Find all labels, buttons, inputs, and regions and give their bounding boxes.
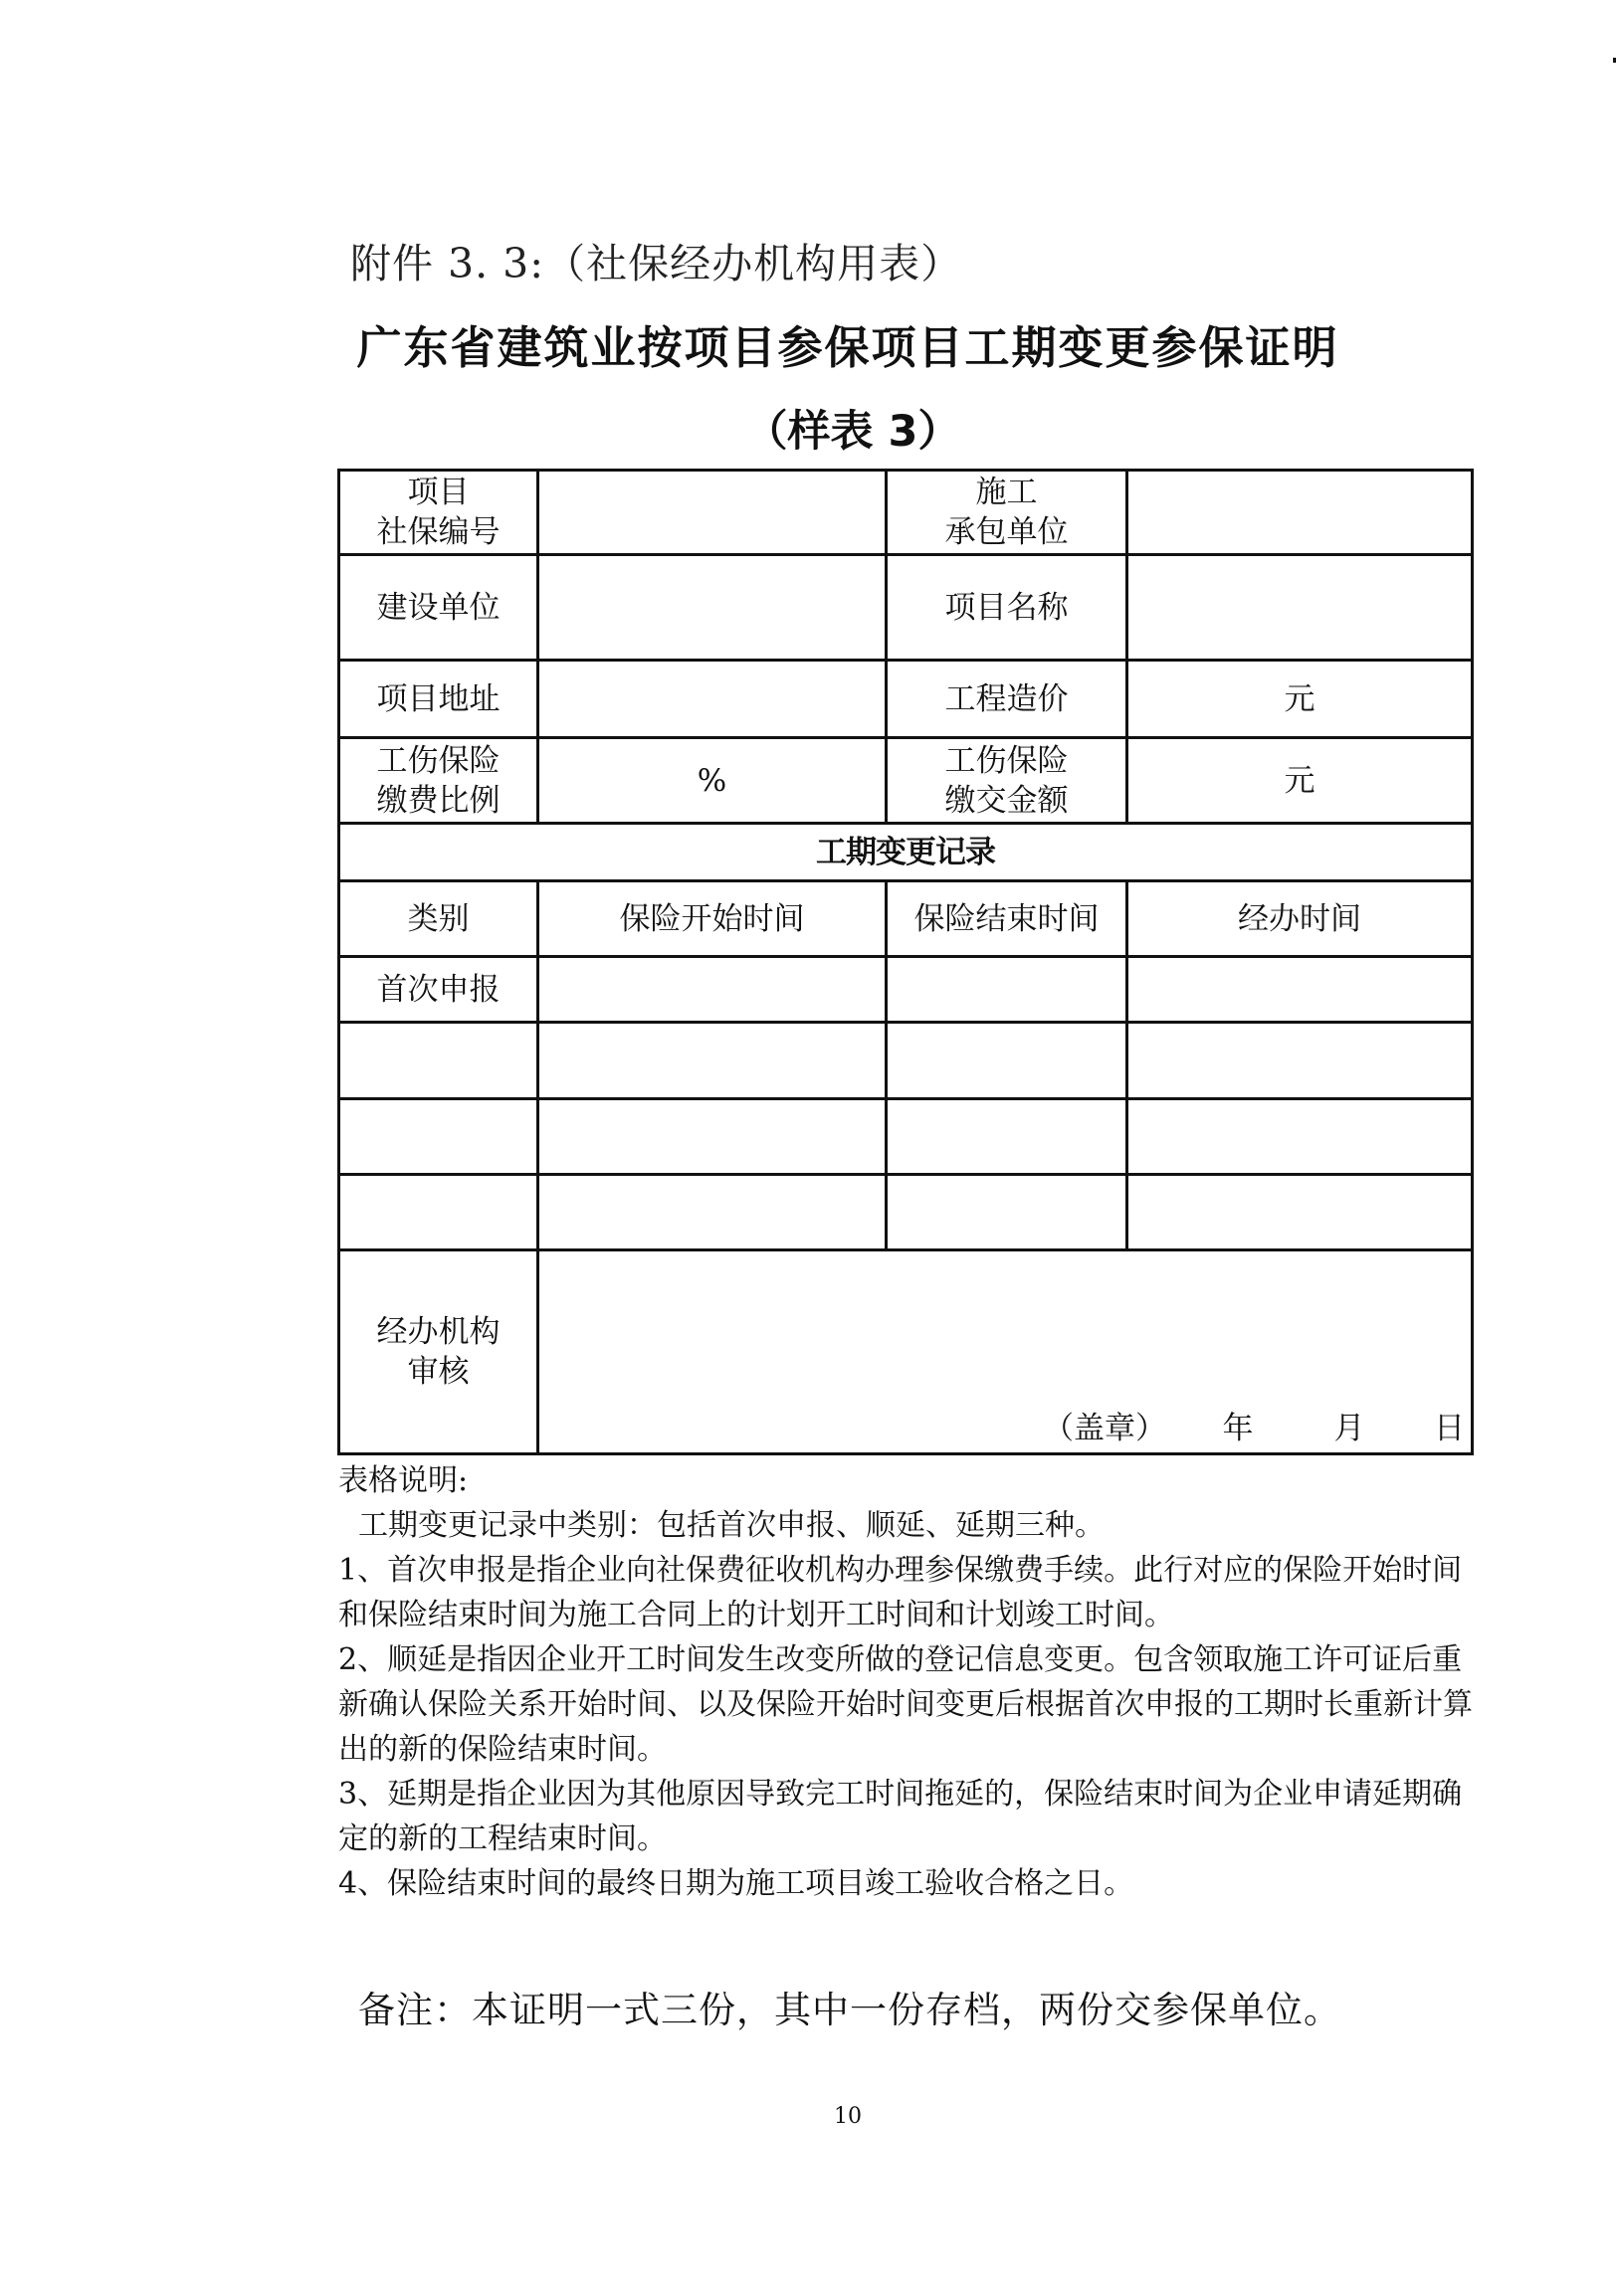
notes-line: 工期变更记录中类别：包括首次申报、顺延、延期三种。 [358,1508,1105,1543]
label-project-address: 项目地址 [339,661,538,738]
cell-insurance-start[interactable] [538,1099,887,1175]
cell-insurance-end[interactable] [887,1099,1127,1175]
cell-category[interactable] [339,1099,538,1175]
cell-handling-time[interactable] [1127,1099,1473,1175]
label-project-name: 项目名称 [887,555,1127,661]
info-row [339,555,1473,661]
info-row [339,738,1473,824]
label-construction-unit: 建设单位 [339,555,538,661]
field-project-address[interactable] [538,661,887,738]
document-title: 广东省建筑业按项目参保项目工期变更参保证明 [356,321,1339,374]
cell-category[interactable] [339,1175,538,1250]
certificate-form-table [337,469,1474,1455]
table-row [339,957,1473,1023]
document-subtitle: （样表 3） [744,407,961,457]
table-row [339,1099,1473,1175]
notes-line: 4、保险结束时间的最终日期为施工项目竣工验收合格之日。 [338,1866,1134,1901]
cell-category[interactable] [339,1023,538,1099]
change-record-header-row [339,881,1473,957]
year-label: 年 [1222,1411,1254,1446]
cell-handling-time[interactable] [1127,1023,1473,1099]
label-project-ss-number: 项目 社保编号 [339,471,538,555]
header-insurance-end: 保险结束时间 [887,881,1127,957]
header-handling-time: 经办时间 [1127,881,1473,957]
remark-note: 备注：本证明一式三份，其中一份存档，两份交参保单位。 [358,1989,1341,2031]
field-agency-review[interactable] [538,1250,1473,1454]
field-injury-insurance-rate[interactable]: % [538,738,887,824]
cell-insurance-start[interactable] [538,1023,887,1099]
cell-category[interactable]: 首次申报 [339,957,538,1023]
field-project-cost[interactable]: 元 [1127,661,1473,738]
cell-insurance-start[interactable] [538,957,887,1023]
notes-heading: 表格说明: [338,1463,469,1498]
stamp-label: （盖章） [1043,1411,1166,1446]
field-project-ss-number[interactable] [538,471,887,555]
header-category: 类别 [339,881,538,957]
page-number: 10 [834,2104,862,2129]
review-row [339,1250,1473,1454]
cell-insurance-end[interactable] [887,1023,1127,1099]
field-project-name[interactable] [1127,555,1473,661]
stamp-date-line [1043,1409,1465,1448]
day-label: 日 [1434,1411,1465,1446]
field-contractor[interactable] [1127,471,1473,555]
label-project-cost: 工程造价 [887,661,1127,738]
header-insurance-start: 保险开始时间 [538,881,887,957]
field-injury-insurance-amount[interactable]: 元 [1127,738,1473,824]
form-notes [338,1458,1473,1906]
cell-insurance-start[interactable] [538,1175,887,1250]
label-contractor: 施工 承包单位 [887,471,1127,555]
field-construction-unit[interactable] [538,555,887,661]
cell-handling-time[interactable] [1127,1175,1473,1250]
section-title-row [339,824,1473,881]
info-row [339,661,1473,738]
table-row [339,1023,1473,1099]
cell-insurance-end[interactable] [887,1175,1127,1250]
notes-line: 1、首次申报是指企业向社保费征收机构办理参保缴费手续。此行对应的保险开始时间和保险结束时间为施工合同上的计划开工时间和计划竣工时间。 [338,1553,1463,1632]
table-row [339,1175,1473,1250]
info-row [339,471,1473,555]
section-title-change-record: 工期变更记录 [339,824,1473,881]
notes-line: 3、延期是指企业因为其他原因导致完工时间拖延的，保险结束时间为企业申请延期确定的新的工程结束时间。 [338,1777,1463,1856]
cell-handling-time[interactable] [1127,957,1473,1023]
label-injury-insurance-amount: 工伤保险 缴交金额 [887,738,1127,824]
attachment-label: 附件 3. 3:（社保经办机构用表） [350,240,963,287]
label-injury-insurance-rate: 工伤保险 缴费比例 [339,738,538,824]
month-label: 月 [1333,1411,1365,1446]
cell-insurance-end[interactable] [887,957,1127,1023]
notes-line: 2、顺延是指因企业开工时间发生改变所做的登记信息变更。包含领取施工许可证后重新确认保险关系开始时间、以及保险开始时间变更后根据首次申报的工期时长重新计算出的新的保险结束时间。 [338,1642,1473,1767]
label-agency-review: 经办机构 审核 [339,1250,538,1454]
